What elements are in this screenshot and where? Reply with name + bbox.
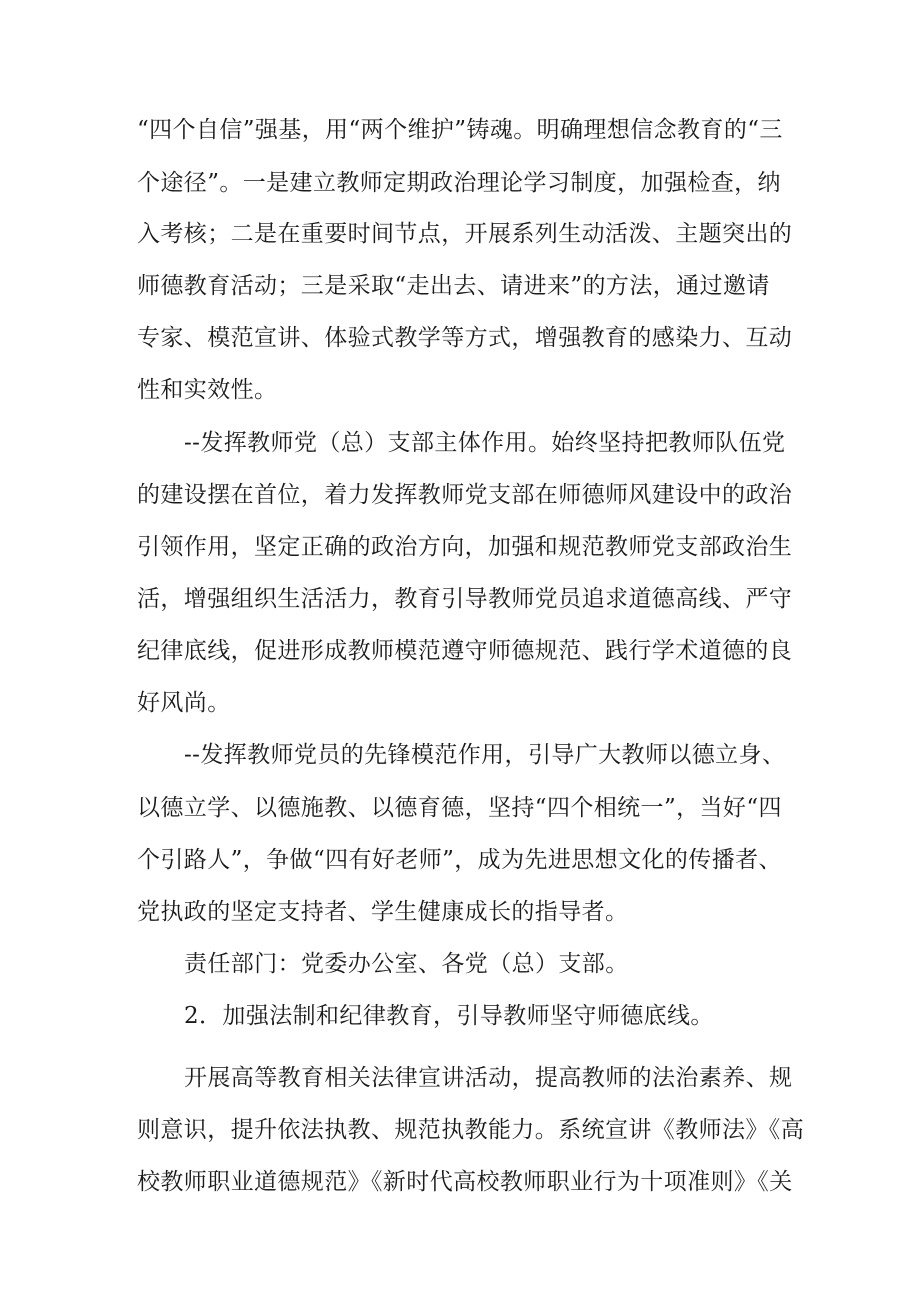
paragraph-line: 个引路人”，争做“四有好老师”，成为先进思想文化的传播者、 (137, 847, 782, 873)
paragraph-line: 党执政的坚定支持者、学生健康成长的指导者。 (137, 899, 629, 925)
paragraph-line: 性和实效性。 (137, 377, 278, 403)
paragraph-line: “四个自信”强基，用“两个维护”铸魂。明确理想信念教育的“三 (137, 117, 783, 143)
paragraph-line: --发挥教师党（总）支部主体作用。始终坚持把教师队伍党 (184, 430, 786, 456)
paragraph-line: 的建设摆在首位，着力发挥教师党支部在师德师风建设中的政治 (137, 482, 793, 508)
paragraph-line: --发挥教师党员的先锋模范作用，引导广大教师以德立身、 (184, 742, 786, 768)
paragraph-line: 纪律底线，促进形成教师模范遵守师德规范、践行学术道德的良 (137, 638, 793, 664)
section-heading: 2．加强法制和纪律教育，引导教师坚守师德底线。 (184, 1003, 714, 1029)
paragraph-line: 以德立学、以德施教、以德育德，坚持“四个相统一”，当好“四 (137, 795, 782, 821)
paragraph-line: 入考核；二是在重要时间节点，开展系列生动活泼、主题突出的 (137, 221, 793, 247)
paragraph-line: 专家、模范宣讲、体验式教学等方式，增强教育的感染力、互动 (137, 325, 793, 351)
paragraph-line: 活，增强组织生活活力，教育引导教师党员追求道德高线、严守 (137, 586, 793, 612)
paragraph-line: 个途径”。一是建立教师定期政治理论学习制度，加强检查，纳 (137, 170, 781, 196)
paragraph-line: 开展高等教育相关法律宣讲活动，提高教师的法治素养、规 (184, 1065, 793, 1091)
paragraph-line: 引领作用，坚定正确的政治方向，加强和规范教师党支部政治生 (137, 534, 793, 560)
responsibility-line: 责任部门：党委办公室、各党（总）支部。 (184, 951, 629, 977)
paragraph-line: 则意识，提升依法执教、规范执教能力。系统宣讲《教师法》《高 (137, 1117, 805, 1143)
paragraph-line: 校教师职业道德规范》《新时代高校教师职业行为十项准则》《关 (137, 1169, 793, 1195)
paragraph-line: 好风尚。 (137, 690, 231, 716)
paragraph-line: 师德教育活动；三是采取“走出去、请进来”的方法，通过邀请 (137, 273, 770, 299)
